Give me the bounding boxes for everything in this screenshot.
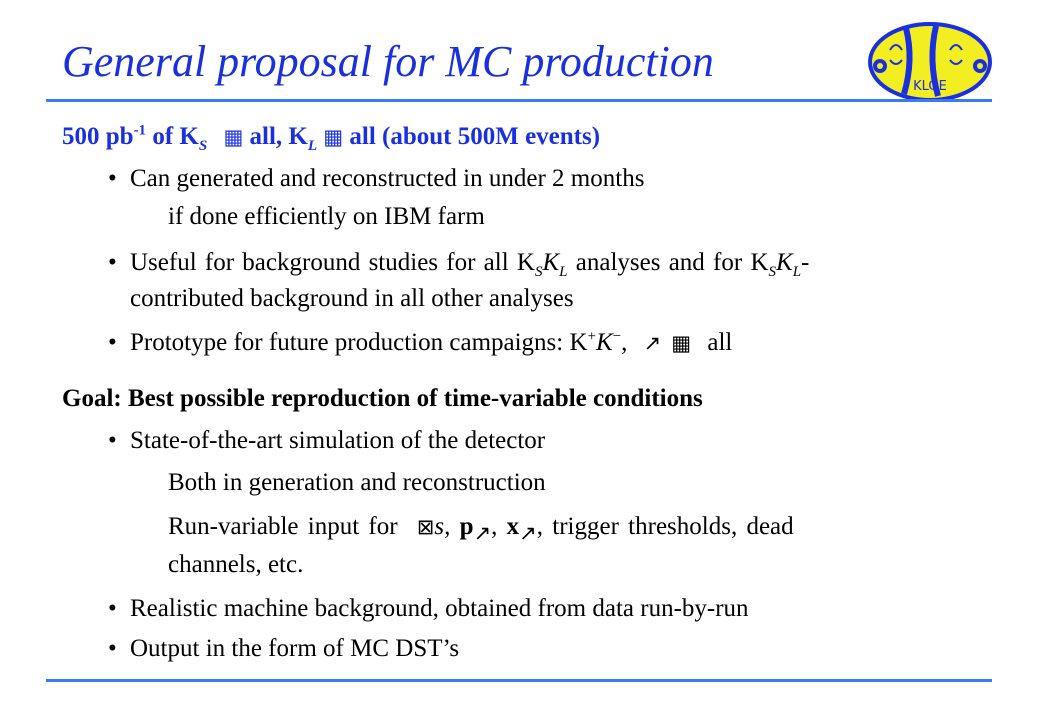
- bullet-marker: •: [108, 635, 117, 662]
- bullet-marker: •: [108, 165, 117, 192]
- bullet-text: Prototype for future production campaigns: K+K−, ↗ ▦ all: [130, 328, 733, 356]
- bullet-marker: •: [108, 427, 117, 454]
- bullet-marker: •: [108, 595, 117, 622]
- bullet-text: Can generated and reconstructed in under 2 months: [130, 165, 645, 192]
- cross-box-icon: ⊠: [416, 515, 435, 539]
- sub-item-text-continuation: channels, etc.: [168, 551, 304, 578]
- arrow-symbol-icon: ↗: [473, 521, 492, 545]
- bullet-text-continuation: contributed background in all other analyses: [130, 285, 574, 312]
- bullet-text-continuation: if done efficiently on IBM farm: [168, 203, 485, 230]
- section-heading-ks-kl: 500 $pb^{-1}$ of $K_S$ ▦ all, $K_L$ ▦ all (about 500M events): [62, 122, 601, 154]
- bullet-text: Output in the form of MC DST’s: [130, 635, 460, 662]
- bullet-marker: •: [108, 329, 117, 356]
- arrow-symbol-icon: ▦: [223, 125, 244, 149]
- bullet-text: State-of-the-art simulation of the detector: [130, 427, 546, 454]
- top-divider: [46, 99, 992, 102]
- arrow-symbol-icon: ↗: [519, 521, 537, 545]
- kloe-logo: [866, 20, 994, 104]
- sub-item-text: Both in generation and reconstruction: [168, 469, 546, 496]
- bottom-divider: [46, 679, 992, 682]
- arrow-symbol-icon: ▦: [671, 331, 692, 355]
- bullet-marker: •: [108, 249, 117, 276]
- bullet-text: Useful for background studies for all $K_SK_L$ analyses and for $K_SK_L-$: [130, 249, 810, 280]
- section-heading-goal: Goal: Best possible reproduction of time-variable conditions: [62, 385, 703, 412]
- arrow-symbol-icon: ▦: [323, 125, 344, 149]
- arrow-symbol-icon: ↗: [643, 331, 662, 355]
- bullet-text: Realistic machine background, obtained from data run-by-run: [130, 595, 749, 622]
- page-title: General proposal for MC production: [62, 37, 714, 86]
- sub-item-text: Run-variable input for ⊠s, $p_↗$, $x_↗$, trigger thresholds, dead: [168, 513, 794, 545]
- logo-text: KLOE: [913, 79, 947, 94]
